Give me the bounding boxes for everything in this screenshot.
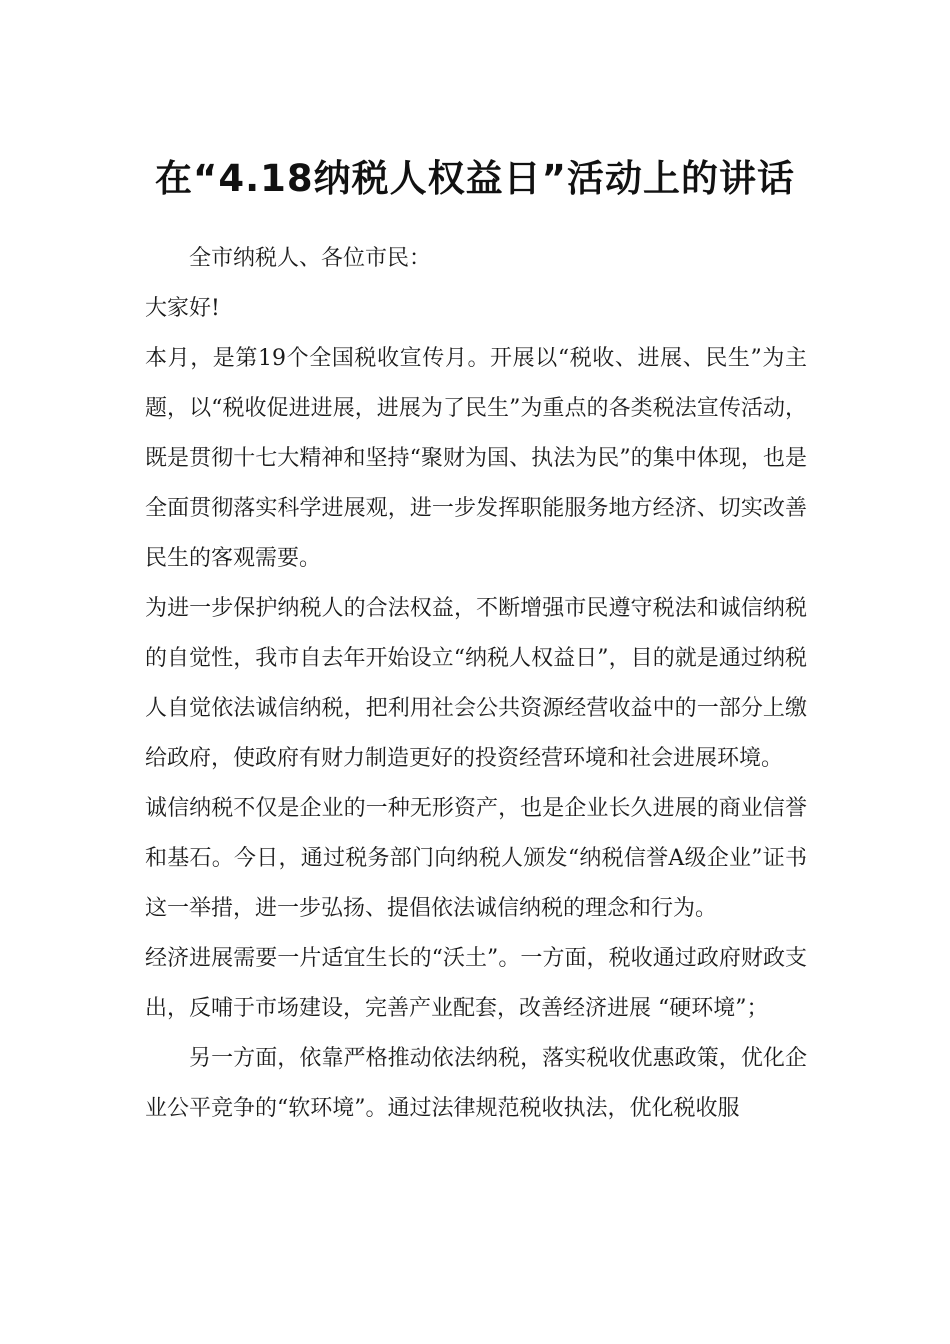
body-paragraph-1: 本月，是第19个全国税收宣传月。开展以“税收、进展、民生”为主题，以“税收促进进展，进展为了民生”为重点的各类税法宣传活动，既是贯彻十七大精神和坚持“聚财为国、执法为民”的集中体现，也是全面贯彻落实科学进展观，进一步发挥职能服务地方经济、切实改善民生的客观需要。 — [145, 346, 807, 571]
body-paragraph-2: 为进一步保护纳税人的合法权益，不断增强市民遵守税法和诚信纳税的自觉性，我市自去年开始设立“纳税人权益日”，目的就是通过纳税人自觉依法诚信纳税，把利用社会公共资源经营收益中的一部分上缴给政府，使政府有财力制造更好的投资经营环境和社会进展环境。 — [145, 596, 807, 771]
body-paragraph-3: 诚信纳税不仅是企业的一种无形资产，也是企业长久进展的商业信誉和基石。今日，通过税务部门向纳税人颁发“纳税信誉A级企业”证书这一举措，进一步弘扬、提倡依法诚信纳税的理念和行为。 — [145, 796, 807, 921]
body-paragraph-4: 经济进展需要一片适宜生长的“沃土”。一方面，税收通过政府财政支出，反哺于市场建设，完善产业配套，改善经济进展 “硬环境”； — [145, 946, 807, 1021]
greeting-paragraph: 大家好! — [145, 296, 220, 321]
document-title: 在“4.18纳税人权益日”活动上的讲话 — [155, 156, 795, 200]
body-paragraph-5: 另一方面，依靠严格推动依法纳税，落实税收优惠政策，优化企业公平竞争的“软环境”。通过法律规范税收执法，优化税收服 — [145, 1046, 807, 1121]
salutation-paragraph: 全市纳税人、各位市民： — [189, 246, 432, 271]
document-body — [145, 234, 807, 1134]
